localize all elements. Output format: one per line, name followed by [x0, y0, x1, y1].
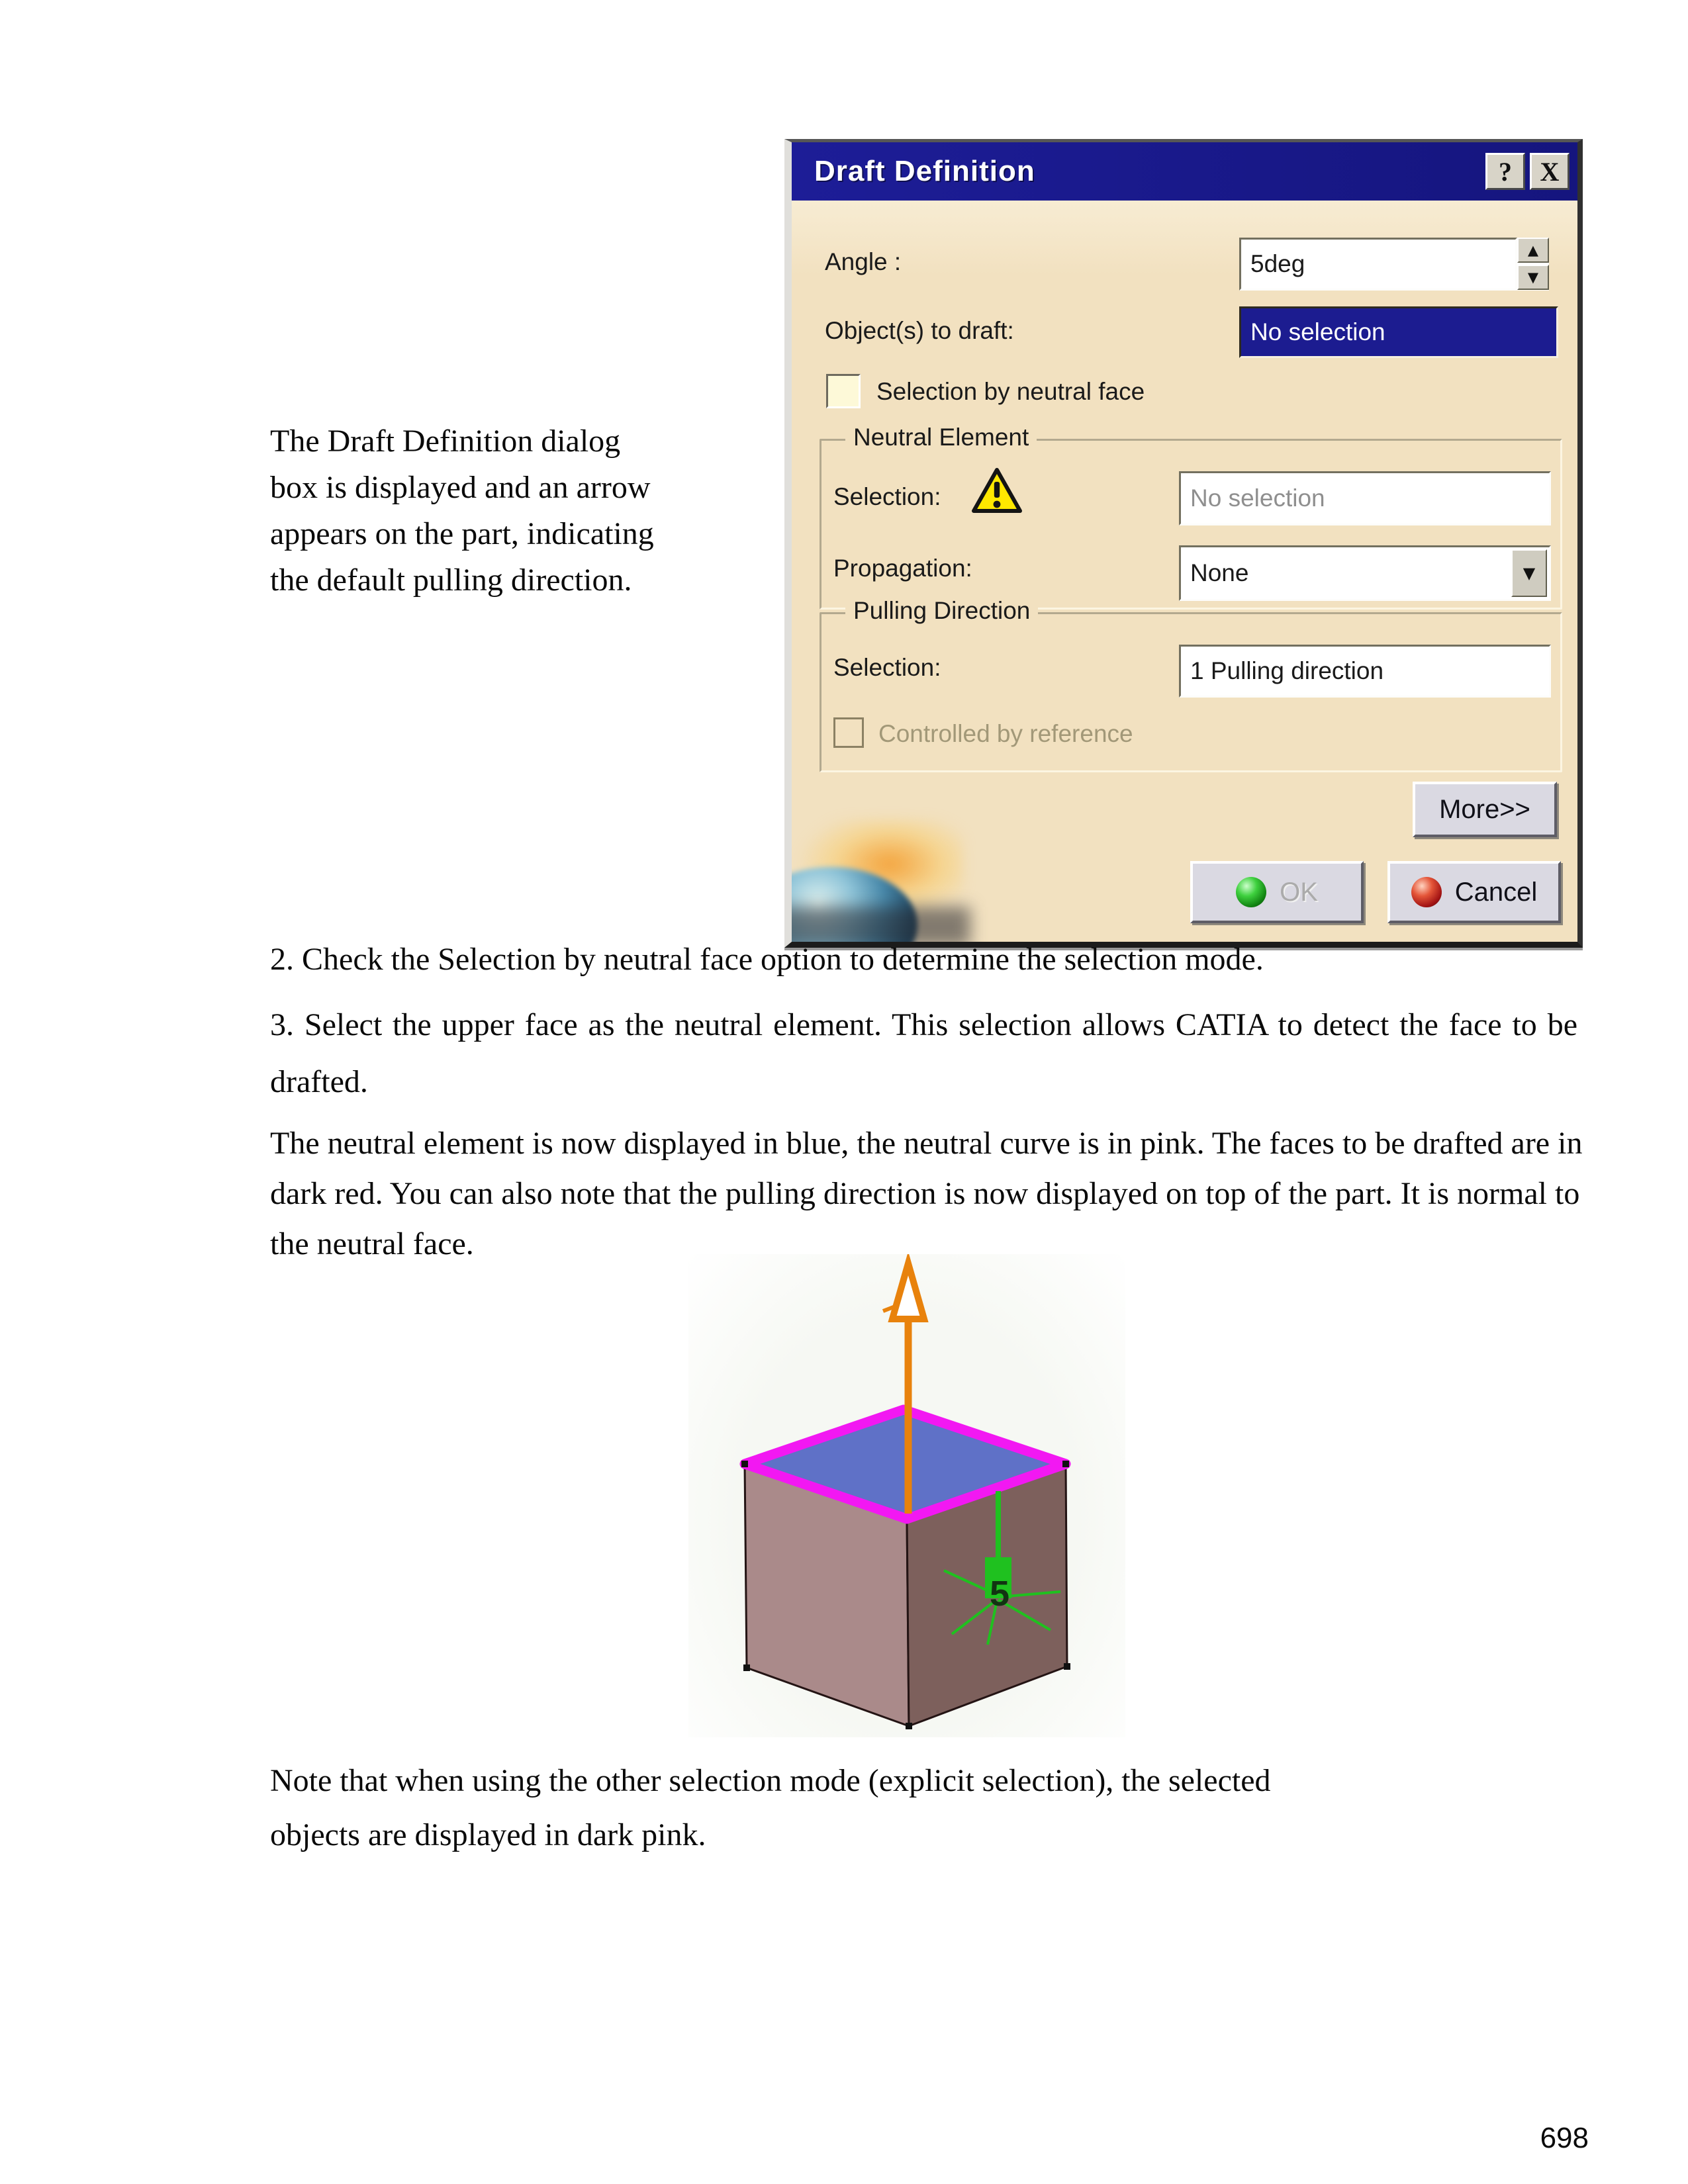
ne-selection-field[interactable] — [1179, 471, 1551, 525]
vertex-dot — [906, 1723, 912, 1729]
objects-to-draft-field[interactable] — [1239, 306, 1558, 358]
ok-button-label: OK — [1280, 877, 1318, 907]
neutral-element-legend: Neutral Element — [845, 424, 1037, 451]
spinner-down-icon[interactable]: ▼ — [1517, 265, 1549, 290]
angle-spinner — [1517, 238, 1549, 291]
propagation-value: None — [1190, 559, 1249, 586]
propagation-label: Propagation: — [833, 555, 972, 582]
ok-sphere-icon — [1236, 877, 1266, 907]
more-button-label: More>> — [1439, 794, 1530, 824]
vertex-dot — [743, 1664, 750, 1671]
spinner-up-icon[interactable]: ▲ — [1517, 238, 1549, 263]
vertex-dot — [1064, 1663, 1070, 1670]
side-note-line: box is displayed and an arrow — [270, 470, 651, 505]
part-figure — [688, 1254, 1125, 1737]
angle-value: 5deg — [1250, 250, 1305, 277]
side-note-line: appears on the part, indicating — [270, 516, 654, 551]
step-2-text: 2. Check the Selection by neutral face option to determine the selection mode. — [270, 942, 1264, 977]
angle-input[interactable] — [1239, 238, 1517, 291]
warning-icon — [971, 467, 1023, 521]
pulling-arrow-head — [892, 1263, 924, 1319]
side-note — [270, 418, 786, 604]
objects-to-draft-value: No selection — [1250, 318, 1385, 345]
vertex-dot — [741, 1461, 748, 1467]
pd-selection-label: Selection: — [833, 654, 941, 681]
cube-drawing — [688, 1254, 1125, 1737]
vertex-dot — [1062, 1461, 1069, 1467]
dropdown-arrow-icon[interactable]: ▼ — [1511, 549, 1547, 597]
draft-angle-value: 5 — [989, 1574, 1010, 1614]
controlled-by-reference-label: Controlled by reference — [878, 720, 1133, 747]
dialog-body — [792, 201, 1577, 942]
cancel-button-label: Cancel — [1454, 877, 1538, 907]
cancel-sphere-icon — [1411, 877, 1442, 907]
close-button[interactable]: X — [1530, 153, 1570, 190]
ne-selection-value: No selection — [1190, 484, 1325, 512]
draft-definition-dialog — [784, 139, 1583, 948]
globe-background-image — [792, 826, 1004, 942]
dialog-title: Draft Definition — [814, 155, 1035, 187]
pd-selection-field[interactable] — [1179, 645, 1551, 698]
angle-label: Angle : — [825, 248, 902, 275]
neutral-element-group — [820, 424, 1562, 610]
objects-to-draft-label: Object(s) to draft: — [825, 317, 1014, 344]
side-note-line: the default pulling direction. — [270, 563, 632, 598]
globe-shadow — [792, 907, 970, 942]
neutral-display-paragraph: The neutral element is now displayed in blue, the neutral curve is in pink. The faces to be drafted are in dark red. You can also note that the pulling direction is now displayed on top of the part. It is normal to the neutral face. — [270, 1126, 1583, 1261]
ne-selection-label: Selection: — [833, 483, 941, 510]
selection-by-neutral-face-label: Selection by neutral face — [876, 378, 1145, 405]
page-number: 698 — [1540, 2122, 1589, 2154]
side-note-line: The Draft Definition dialog — [270, 424, 621, 459]
ok-button[interactable] — [1190, 861, 1364, 923]
pd-selection-value: 1 Pulling direction — [1190, 657, 1384, 684]
propagation-dropdown[interactable] — [1179, 545, 1551, 601]
help-button[interactable]: ? — [1485, 153, 1525, 190]
selection-by-neutral-face-checkbox[interactable] — [826, 374, 861, 408]
more-button[interactable] — [1413, 782, 1557, 837]
note-paragraph: Note that when using the other selection mode (explicit selection), the selected objects are displayed in dark pink. — [270, 1763, 1271, 1852]
step-3-text: 3. Select the upper face as the neutral element. This selection allows CATIA to detect the face to be drafted. — [270, 1007, 1577, 1099]
cancel-button[interactable] — [1387, 861, 1561, 923]
dialog-titlebar[interactable] — [792, 142, 1577, 201]
pulling-direction-group — [820, 597, 1562, 772]
pulling-direction-legend: Pulling Direction — [845, 597, 1038, 625]
controlled-by-reference-checkbox[interactable] — [833, 717, 864, 748]
